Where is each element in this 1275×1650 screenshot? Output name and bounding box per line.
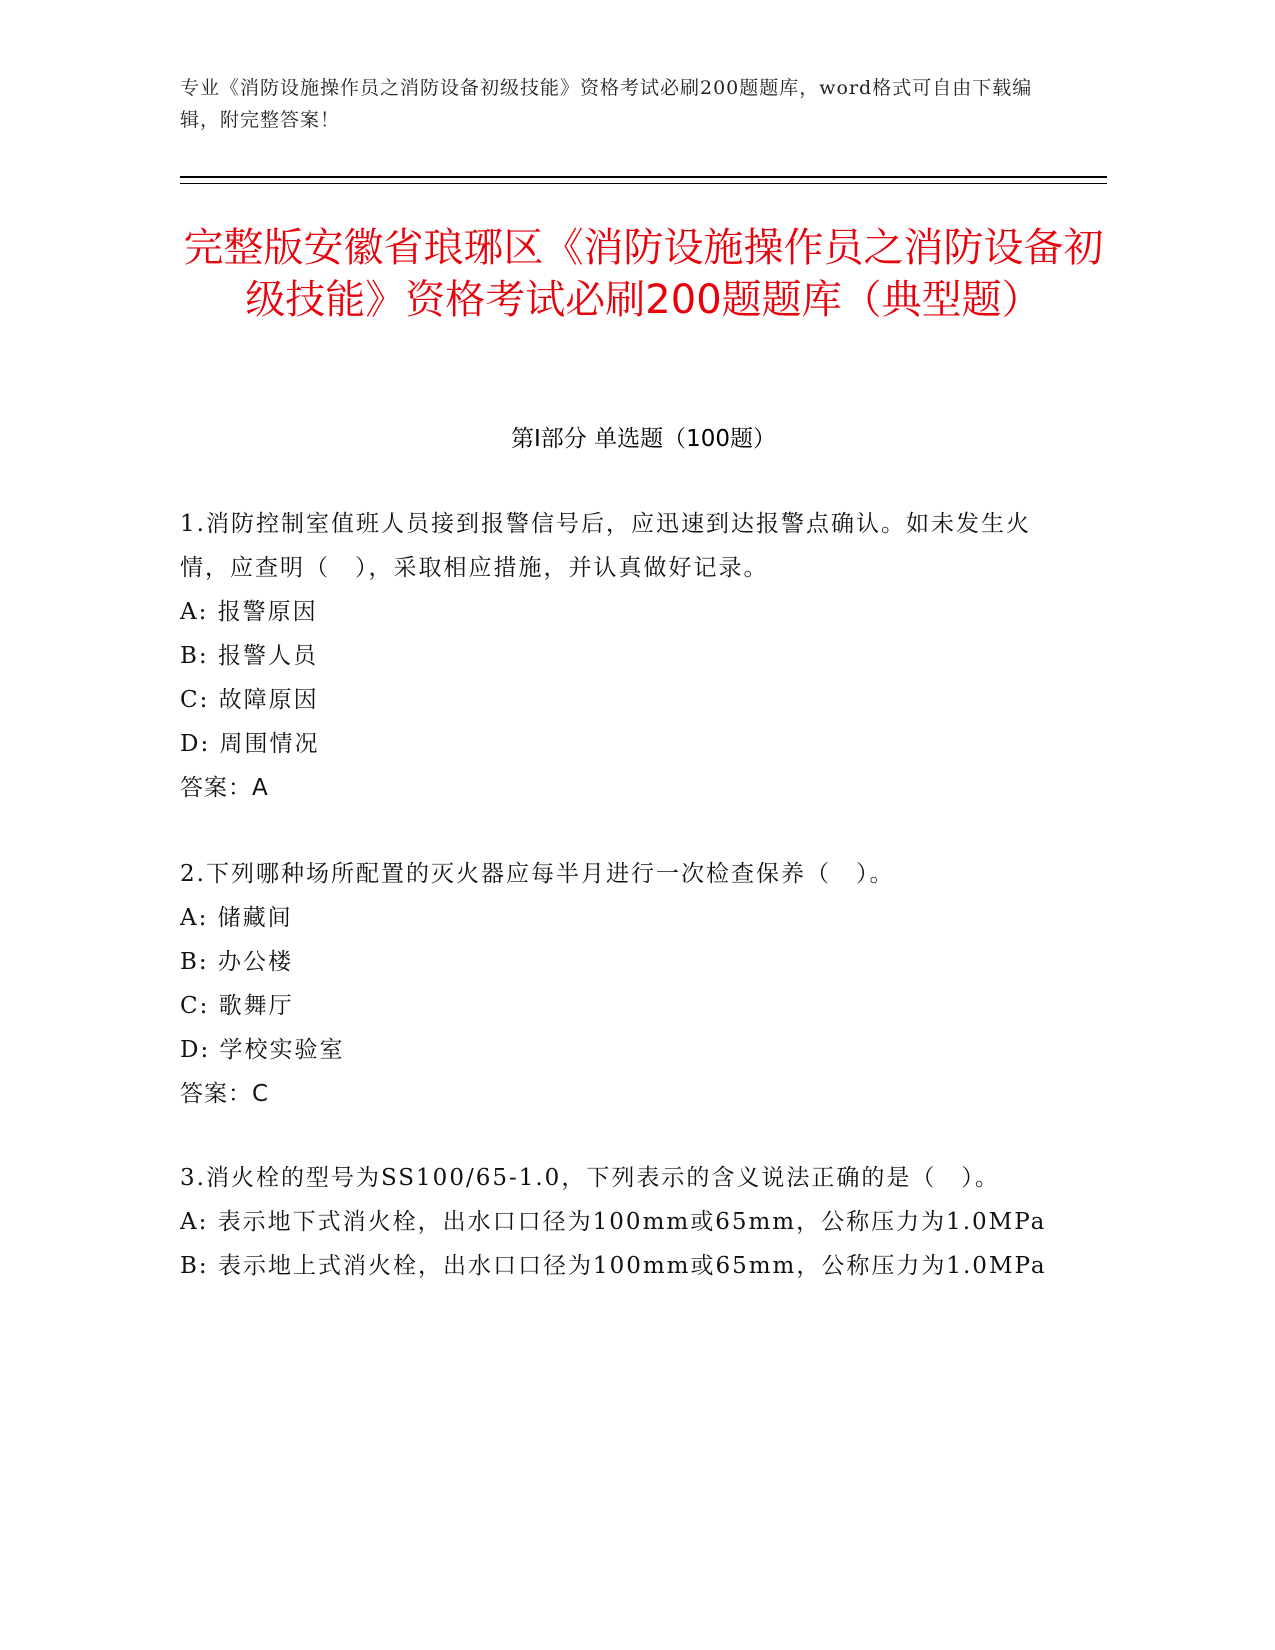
answer: 答案：C	[180, 1081, 270, 1107]
option-d: D: 学校实验室	[180, 1037, 345, 1063]
option-c: C: 歌舞厅	[180, 993, 294, 1019]
question-2	[180, 852, 1050, 1116]
option-a: A: 储藏间	[180, 905, 293, 931]
question-stem: 3.消火栓的型号为SS100/65-1.0，下列表示的含义说法正确的是（ ）。	[180, 1165, 1000, 1191]
section-heading: 第Ⅰ部分 单选题（100题）	[511, 426, 776, 452]
option-a: A: 表示地下式消火栓，出水口口径为100mm或65mm，公称压力为1.0MPa	[180, 1209, 1047, 1235]
header-rule-thick	[180, 176, 1107, 178]
header-note: 专业《消防设施操作员之消防设备初级技能》资格考试必刷200题题库，word格式可自由下载编辑，附完整答案！	[180, 77, 1033, 131]
option-d: D: 周围情况	[180, 731, 320, 757]
option-c: C: 故障原因	[180, 687, 319, 713]
option-b: B: 办公楼	[180, 949, 293, 975]
answer: 答案：A	[180, 775, 269, 801]
option-b: B: 报警人员	[180, 643, 318, 669]
question-stem: 1.消防控制室值班人员接到报警信号后，应迅速到达报警点确认。如未发生火情，应查明（ ），采取相应措施，并认真做好记录。	[180, 511, 1031, 581]
question-3	[180, 1156, 1050, 1288]
document-title: 完整版安徽省琅琊区《消防设施操作员之消防设备初级技能》资格考试必刷200题题库（典型题）	[183, 225, 1104, 323]
header-rule-thin	[180, 183, 1107, 184]
question-1	[180, 502, 1050, 810]
option-a: A: 报警原因	[180, 599, 318, 625]
option-b: B: 表示地上式消火栓，出水口口径为100mm或65mm，公称压力为1.0MPa	[180, 1253, 1047, 1279]
question-stem: 2.下列哪种场所配置的灭火器应每半月进行一次检查保养（ ）。	[180, 861, 895, 887]
